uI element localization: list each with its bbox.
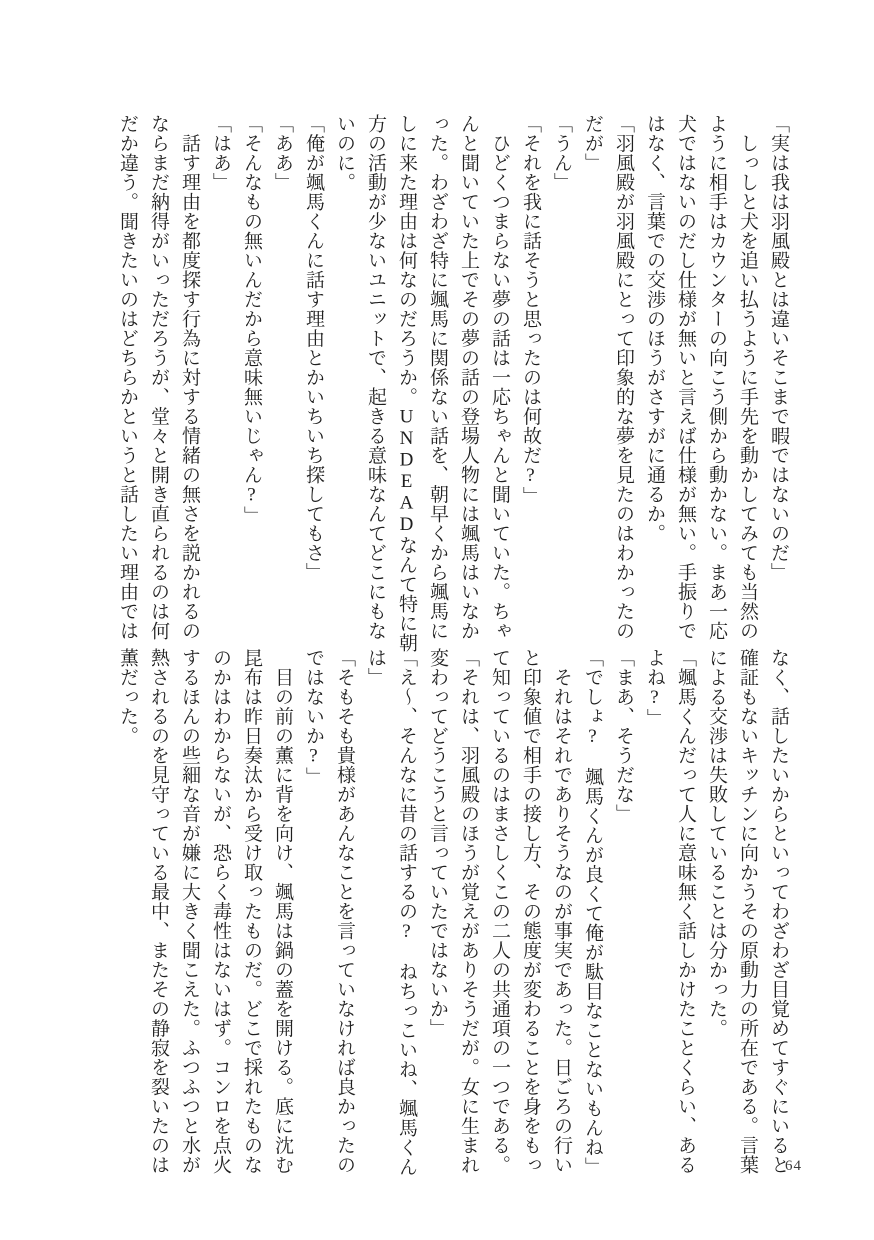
text-line: よね?」	[644, 648, 665, 728]
page-number: 64	[785, 1158, 802, 1174]
text-block-top	[112, 114, 794, 652]
text-line: 変わってどうこうと言っていたではないか」	[427, 648, 448, 1038]
text-line: 「そんなもの無いんだから意味無いじゃん?」	[241, 114, 262, 526]
text-block-bottom	[112, 648, 794, 1186]
text-line: はなく、言葉での交渉のほうがさすがに通るか。	[644, 114, 665, 543]
text-line: 「俺が颯馬くんに話す理由とかいちいち探してもさ」	[303, 114, 324, 582]
text-line: するほんの些細な音が嫌に大きく聞こえた。ふつふつと水が	[179, 648, 200, 1175]
text-line: 「まあ、そうだな」	[613, 648, 634, 824]
text-line: ひどくつまらない夢の話は一応ちゃんと聞いていた。ちゃ	[489, 114, 510, 641]
text-line: 確証もないキッチンに向かうその原動力の所在である。言葉	[737, 648, 758, 1175]
text-line: んと聞いていた上でその夢の話の登場人物には颯馬はいなか	[458, 114, 479, 641]
text-line: だが」	[582, 114, 603, 173]
text-line: 「それを我に話そうと思ったのは何故だ?」	[520, 114, 541, 506]
text-line: 「ああ」	[272, 114, 293, 192]
text-line: 目の前の薫に背を向け、颯馬は鍋の蓋を開ける。底に沈む	[272, 648, 293, 1175]
text-line: だか違う。聞きたいのはどちらかというと話したい理由では	[117, 114, 138, 641]
text-line: 昆布は昨日奏汰から受け取ったものだ。どこで採れたものな	[241, 648, 262, 1175]
text-line: ならまだ納得がいっただろうが、堂々と開き直られるのは何	[148, 114, 169, 641]
text-line: 薫だった。	[117, 648, 138, 746]
text-line: ように相手はカウンターの向こう側から動かない。まあ一応	[706, 114, 727, 641]
text-line: と印象値で相手の接し方、その態度が変わることを身をもっ	[520, 648, 541, 1175]
text-line: 「はあ」	[210, 114, 231, 192]
text-line: なく、話したいからといってわざわざ目覚めてすぐにいると	[768, 648, 789, 1175]
text-line: 「うん」	[551, 114, 572, 192]
text-line: 「実は我は羽風殿とは違いそこまで暇ではないのだ」	[768, 114, 789, 582]
text-line: 「羽風殿が羽風殿にとって印象的な夢を見たのはわかったの	[613, 114, 634, 641]
text-line: 「颯馬くんだって人に意味無く話しかけたことくらい、ある	[675, 648, 696, 1175]
text-line: った。わざわざ特に颯馬に関係ない話を、朝早くから颯馬に	[427, 114, 448, 641]
text-line: 「でしょ? 颯馬くんが良くて俺が駄目なことないもんね」	[582, 648, 603, 1177]
text-line: 方の活動が少ないユニットで、起きる意味なんてどこにもな	[365, 114, 386, 641]
text-line: 熱されるのを見守っている最中、またその静寂を裂いたのは	[148, 648, 169, 1175]
text-line: しっしと犬を追い払うように手先を動かしてみても当然の	[737, 114, 758, 641]
text-line: 「そもそも貴様があんなことを言っていなければ良かったの	[334, 648, 355, 1175]
text-line: のかはわからないが、恐らく毒性はないはず。コンロを点火	[210, 648, 231, 1175]
text-line: による交渉は失敗していることは分かった。	[706, 648, 727, 1038]
text-line: いのに。	[334, 114, 355, 192]
text-line: 「え〜、そんなに昔の話するの? ねちっこいね、颯馬くん	[396, 648, 417, 1177]
text-line: は」	[365, 648, 386, 687]
text-line: それはそれでありそうなのが事実であった。日ごろの行い	[551, 648, 572, 1175]
text-line: 「それは、羽風殿のほうが覚えがありそうだが。女に生まれ	[458, 648, 479, 1175]
text-line: 犬ではないのだし仕様が無いと言えば仕様が無い。手振りで	[675, 114, 696, 641]
text-line: ではないか?」	[303, 648, 324, 787]
text-line: 話す理由を都度探す行為に対する情緒の無さを説かれるの	[179, 114, 200, 641]
text-line: て知っているのはまさしくこの二人の共通項の一つである。	[489, 648, 510, 1175]
text-line: しに来た理由は何なのだろうか。UNDEADなんて特に朝	[396, 114, 417, 653]
